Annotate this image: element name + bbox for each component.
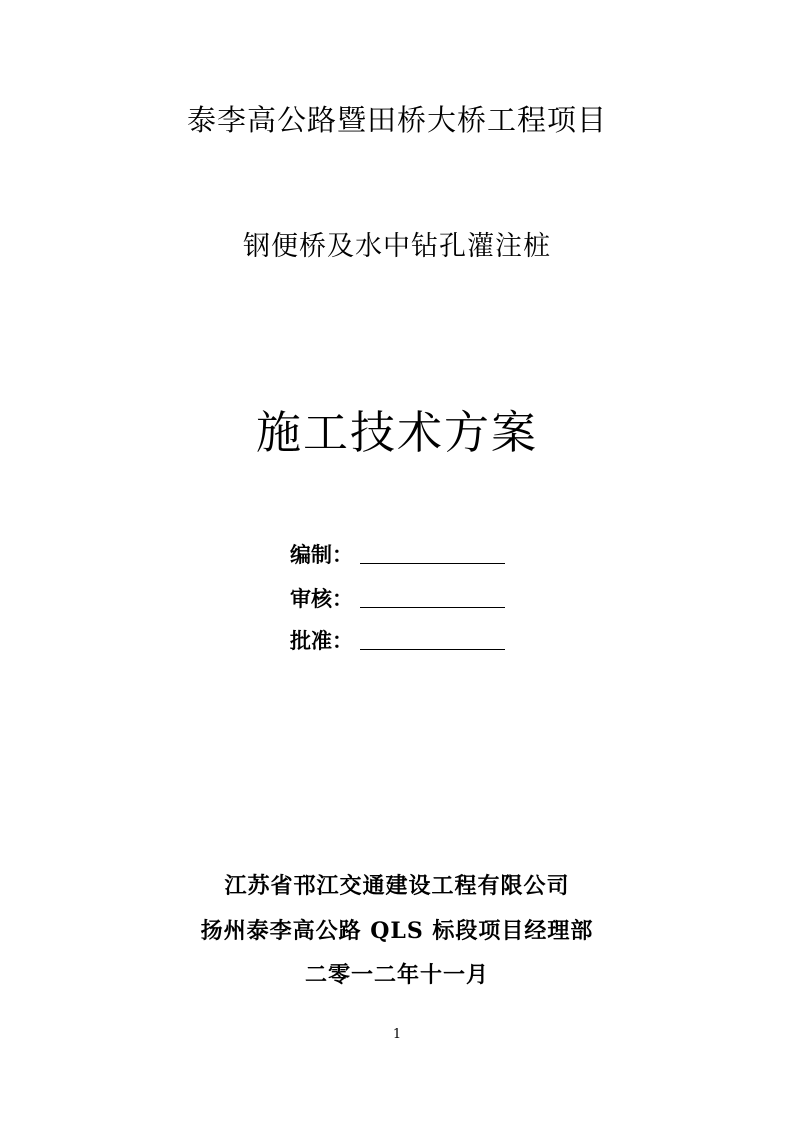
- page-number: 1: [392, 1027, 402, 1042]
- approved-by-signature-line: [360, 649, 505, 650]
- compiled-by-label: 编制：: [290, 542, 353, 567]
- reviewed-by-row: [290, 583, 520, 613]
- reviewed-by-signature-line: [360, 607, 505, 608]
- issuing-department: 扬州泰李高公路 QLS 标段项目经理部: [200, 918, 594, 944]
- document-subtitle: 钢便桥及水中钻孔灌注桩: [243, 231, 551, 262]
- approved-by-label: 批准：: [290, 628, 353, 653]
- approved-by-row: [290, 625, 520, 655]
- compiled-by-row: [290, 539, 520, 569]
- reviewed-by-label: 审核：: [290, 586, 353, 611]
- project-title: 泰李高公路暨田桥大桥工程项目: [186, 103, 607, 137]
- document-title: 施工技术方案: [255, 406, 538, 459]
- issuing-company: 江苏省邗江交通建设工程有限公司: [224, 873, 570, 899]
- compiled-by-signature-line: [360, 563, 505, 564]
- issue-date: 二零一二年十一月: [304, 962, 489, 988]
